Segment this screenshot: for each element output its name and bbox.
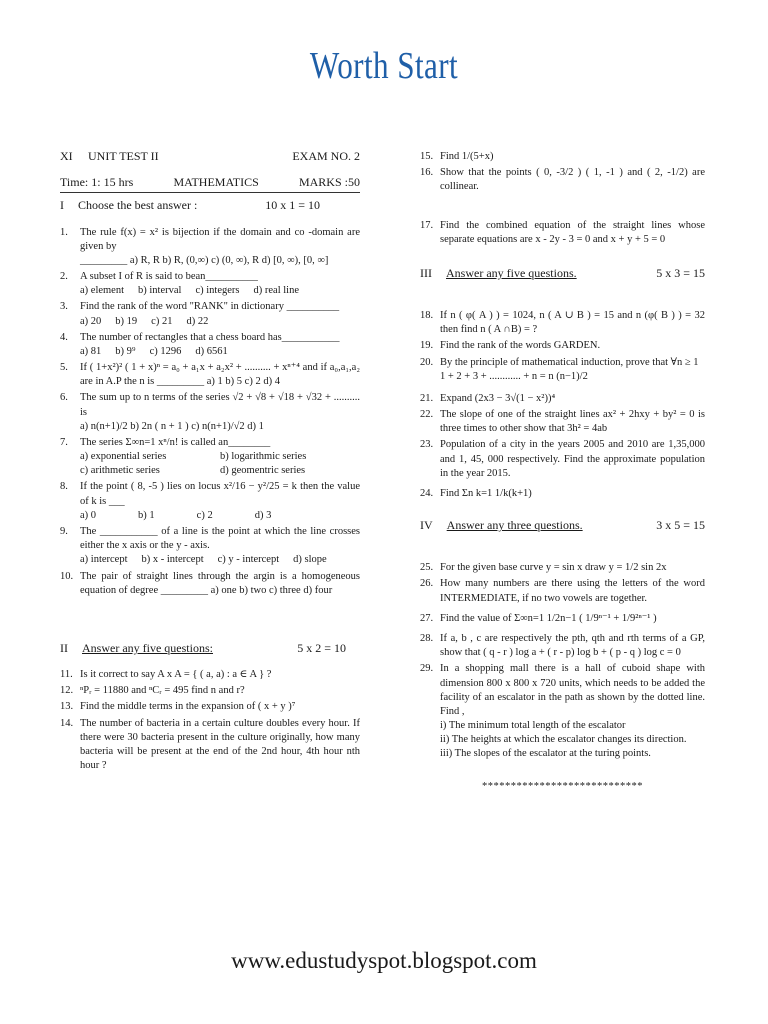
question-4-options: a) 81 b) 9⁹ c) 1296 d) 6561 (80, 345, 228, 357)
question-2: 2. A subset I of R is said to bean__________ (60, 271, 258, 283)
section-title: Answer any five questions. (446, 265, 577, 280)
section-marks: 3 x 5 = 15 (656, 518, 705, 533)
question-19: 19. Find the rank of the words GARDEN. (420, 340, 601, 352)
question-8: 8. If the point ( 8, -5 ) lies on locus x²/16 − y²/25 = k then the value of k is ___ (60, 481, 360, 507)
section-1-heading (60, 197, 360, 213)
question-26: 26. How many numbers are there using the letters of the word INTERMEDIATE, if no two vowels are together. (420, 578, 705, 604)
question-29: 29. In a shopping mall there is a hall of cuboid shape with dimension 800 x 800 x 720 units, which needs to be added the facility of an escalator in the path as shown by the dotted line. Find , (420, 663, 705, 717)
question-17: 17. Find the combined equation of the straight lines whose separate equations are x - 2y - 3 = 0 and x + y + 5 = 0 (420, 219, 705, 245)
question-3: 3. Find the rank of the word "RANK" in dictionary __________ (60, 301, 340, 313)
section-number: IV (420, 518, 433, 533)
footer-url[interactable]: www.edustudyspot.blogspot.com (231, 948, 537, 973)
question-2-options: a) element b) interval c) integers d) real line (80, 285, 299, 297)
left-column (60, 148, 360, 773)
question-4: 4. The number of rectangles that a chess board has___________ (60, 331, 340, 343)
question-9: 9. The ___________ of a line is the point at which the line crosses either the x axis or the y - axis. (60, 526, 360, 552)
section-3-heading (420, 265, 705, 281)
question-14: 14. The number of bacteria in a certain culture doubles every hour. If there were 30 bacteria present in the culture originally, how many bacteria will be present at the end of the 2nd hour, 4th hour nth hour ? (60, 717, 360, 772)
section-4-heading (420, 517, 705, 533)
question-28: 28. If a, b , c are respectively the pth, qth and rth terms of a GP, show that ( q - r ) log a + ( r - p) log b + ( p - q ) log c = 0 (420, 632, 705, 659)
question-22: 22. The slope of one of the straight lines ax² + 2hxy + by² = 0 is three times to other show that 3h² = 4ab (420, 409, 705, 435)
question-6: 6. The sum up to n terms of the series √2 + √8 + √18 + √32 + .......... is (60, 392, 360, 418)
marks-label: MARKS :50 (298, 175, 360, 190)
question-1: 1. The rule f(x) = x² is bijection if the domain and co -domain are given by (60, 226, 360, 252)
question-10: 10. The pair of straight lines through the argin is a homogeneous equation of degree _________ a) one b) two c) three d) four (60, 570, 360, 596)
question-7-options: a) exponential series b) logarithmic series c) arithmetic series d) geomentric series (80, 451, 307, 477)
question-25: 25. For the given base curve y = sin x draw y = 1/2 sin 2x (420, 562, 667, 574)
section-2-heading (60, 640, 360, 656)
question-13: 13. Find the middle terms in the expansion of ( x + y )⁷ (60, 701, 296, 713)
question-23: 23. Population of a city in the years 2005 and 2010 are 1,35,000 and 1, 45, 000 respectively. Find the approximate population in the year 2015. (420, 439, 705, 479)
question-16: 16. Show that the points ( 0, -3/2 ) ( 1, -1 ) and ( 2, -1/2) are collinear. (420, 167, 705, 193)
question-29-part-iii: iii) The slopes of the escalator at the turing points. (440, 748, 651, 760)
section-title: Choose the best answer : (78, 198, 198, 213)
question-21: 21. Expand (2x3 − 3√(1 − x²))⁴ (420, 392, 556, 404)
question-11: 11. Is it correct to say A x A = { ( a, a) : a ∈ A } ? (60, 669, 272, 681)
question-29-part-ii: ii) The heights at which the escalator changes its direction. (440, 734, 687, 746)
exam-header (60, 148, 360, 164)
question-1-options: _________ a) R, R b) R, (0,∞) c) (0, ∞), R d) [0, ∞), [0, ∞] (80, 254, 329, 266)
question-29-part-i: i) The minimum total length of the escalator (440, 720, 626, 732)
section-number: I (60, 198, 64, 213)
section-marks: 5 x 3 = 15 (656, 265, 705, 280)
question-18: 18. If n ( φ( A ) ) = 1024, n ( A ∪ B ) = 15 and n (φ( B ) ) = 32 then find n ( A ∩B) = ? (420, 310, 705, 336)
section-title: Answer any five questions: (82, 640, 213, 655)
section-marks: 10 x 1 = 10 (265, 198, 320, 213)
question-5: 5. If ( 1+x²)² ( 1 + x)ⁿ = a₀ + a₁x + a₂x² + .......... + xⁿ⁺⁴ and if a₀,a₁,a₂ are in A.P the n is _________ a) 1 b) 5 c) 2 d) 4 (60, 362, 360, 388)
exam-number: EXAM NO. 2 (292, 149, 360, 163)
question-15: 15. Find 1/(5+x) (420, 151, 494, 162)
section-marks: 5 x 2 = 10 (297, 640, 346, 655)
header-divider (60, 192, 360, 193)
question-24: 24. Find Σn k=1 1/k(k+1) (420, 487, 532, 499)
question-7: 7. The series Σ∞n=1 xⁿ/n! is called an________ (60, 436, 271, 448)
exam-meta (60, 174, 360, 190)
question-27: 27. Find the value of Σ∞n=1 1/2n−1 ( 1/9ⁿ⁻¹ + 1/9²ⁿ⁻¹ ) (420, 612, 657, 624)
page-title: Worth Start (309, 45, 459, 87)
subject-label: MATHEMATICS (173, 175, 259, 190)
class-label: XI (60, 149, 73, 163)
question-3-options: a) 20 b) 19 c) 21 d) 22 (80, 315, 209, 327)
question-9-options: a) intercept b) x - intercept c) y - intercept d) slope (80, 554, 327, 566)
question-8-options: a) 0 b) 1 c) 2 d) 3 (80, 509, 272, 521)
question-12: 12. ⁿPᵣ = 11880 and ⁿCᵣ = 495 find n and r? (60, 685, 245, 697)
section-title: Answer any three questions. (446, 518, 583, 533)
section-number: III (420, 265, 432, 280)
section-number: II (60, 640, 68, 655)
time-label: Time: 1: 15 hrs (60, 175, 134, 190)
question-20: 20. By the principle of mathematical induction, prove that ∀n ≥ 1 (420, 356, 699, 368)
question-6-options: a) n(n+1)/2 b) 2n ( n + 1 ) c) n(n+1)/√2 d) 1 (80, 420, 264, 432)
question-20-formula: 1 + 2 + 3 + ............ + n = n (n−1)/2 (440, 370, 588, 382)
end-marker: **************************** (482, 780, 643, 792)
test-name: UNIT TEST II (88, 149, 159, 163)
right-column (420, 148, 705, 794)
